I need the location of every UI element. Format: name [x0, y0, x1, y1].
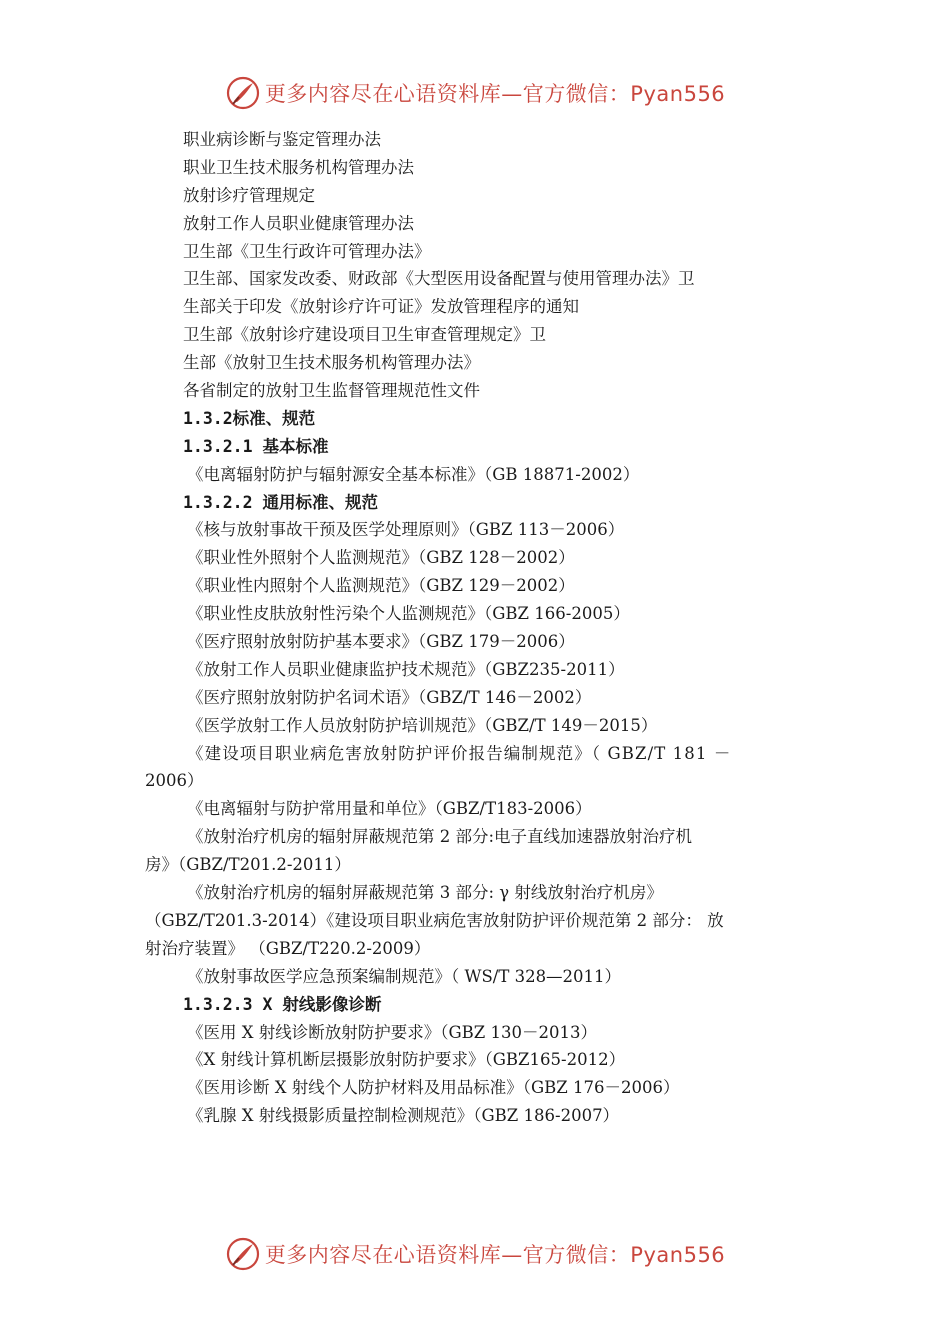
regulation-item: 卫生部《卫生行政许可管理办法》	[183, 241, 431, 261]
standard-item: 《医用 X 射线诊断放射防护要求》（GBZ 130－2013）	[187, 1022, 597, 1042]
regulation-item: 卫生部《放射诊疗建设项目卫生审查管理规定》卫	[183, 325, 546, 345]
standard-item: 《电离辐射防护与辐射源安全基本标准》（GB 18871-2002）	[187, 464, 640, 484]
standard-item: 《职业性外照射个人监测规范》（GBZ 128－2002）	[187, 548, 575, 568]
paragraph-line: 《放射治疗机房的辐射屏蔽规范第 3 部分: γ 射线放射治疗机房》	[187, 883, 663, 903]
document-body	[145, 126, 815, 1130]
standard-item: 《职业性内照射个人监测规范》（GBZ 129－2002）	[187, 576, 575, 596]
paragraph-line: 《放射治疗机房的辐射屏蔽规范第 2 部分:电子直线加速器放射治疗机	[187, 827, 693, 847]
standard-item: 《电离辐射与防护常用量和单位》（GBZ/T183-2006）	[187, 799, 592, 819]
standard-item: 《医疗照射放射防护基本要求》（GBZ 179－2006）	[187, 632, 575, 652]
standard-item: 《医学放射工作人员放射防护培训规范》（GBZ/T 149－2015）	[187, 715, 658, 735]
regulation-item: 生部《放射卫生技术服务机构管理办法》	[183, 353, 480, 373]
standard-paragraph	[145, 879, 815, 963]
standard-item: 《职业性皮肤放射性污染个人监测规范》（GBZ 166-2005）	[187, 604, 630, 624]
regulation-item: 各省制定的放射卫生监督管理规范性文件	[183, 381, 480, 401]
standard-item: 《放射工作人员职业健康监护技术规范》（GBZ235-2011）	[187, 659, 625, 679]
standard-item: 《核与放射事故干预及医学处理原则》（GBZ 113－2006）	[187, 520, 625, 540]
paragraph-line: 房》（GBZ/T201.2-2011）	[145, 855, 351, 875]
paragraph-line: 《建设项目职业病危害放射防护评价报告编制规范》（ GBZ/T 181 －	[187, 743, 732, 763]
regulation-item: 生部关于印发《放射诊疗许可证》发放管理程序的通知	[183, 297, 579, 317]
regulation-item: 卫生部、国家发改委、财政部《大型医用设备配置与使用管理办法》卫	[183, 269, 695, 289]
footer-banner	[0, 1234, 950, 1274]
subsection-heading-xray: 1.3.2.3 X 射线影像诊断	[183, 994, 382, 1014]
feather-pen-icon	[225, 1236, 261, 1272]
subsection-heading-basic: 1.3.2.1 基本标准	[183, 436, 329, 456]
paragraph-line: （GBZ/T201.3-2014）《建设项目职业病危害放射防护评价规范第 2 部分： 放	[145, 910, 724, 930]
regulation-item: 职业卫生技术服务机构管理办法	[183, 157, 414, 177]
subsection-heading-general: 1.3.2.2 通用标准、规范	[183, 492, 378, 512]
paragraph-line: 2006）	[145, 771, 204, 791]
standard-item: 《医疗照射放射防护名词术语》（GBZ/T 146－2002）	[187, 687, 592, 707]
standard-item: 《医用诊断 X 射线个人防护材料及用品标准》（GBZ 176－2006）	[187, 1078, 680, 1098]
header-banner-text: 更多内容尽在心语资料库—官方微信：Pyan556	[264, 82, 726, 106]
standard-item: 《乳腺 X 射线摄影质量控制检测规范》（GBZ 186-2007）	[187, 1106, 620, 1126]
footer-banner-text: 更多内容尽在心语资料库—官方微信：Pyan556	[264, 1243, 726, 1267]
regulations-list	[145, 126, 815, 405]
regulation-item: 放射诊疗管理规定	[183, 185, 315, 205]
regulation-item: 职业病诊断与鉴定管理办法	[183, 130, 381, 149]
standard-item: 《放射事故医学应急预案编制规范》（ WS/T 328—2011）	[187, 966, 622, 986]
feather-pen-icon	[225, 75, 261, 111]
section-heading-standards: 1.3.2标准、规范	[183, 408, 316, 428]
header-banner	[0, 73, 950, 113]
standard-paragraph	[145, 823, 815, 879]
regulation-item: 放射工作人员职业健康管理办法	[183, 213, 414, 233]
paragraph-line: 射治疗装置》 （GBZ/T220.2-2009）	[145, 938, 431, 958]
standard-item: 《X 射线计算机断层摄影放射防护要求》（GBZ165-2012）	[187, 1050, 626, 1070]
standard-paragraph	[145, 740, 815, 796]
